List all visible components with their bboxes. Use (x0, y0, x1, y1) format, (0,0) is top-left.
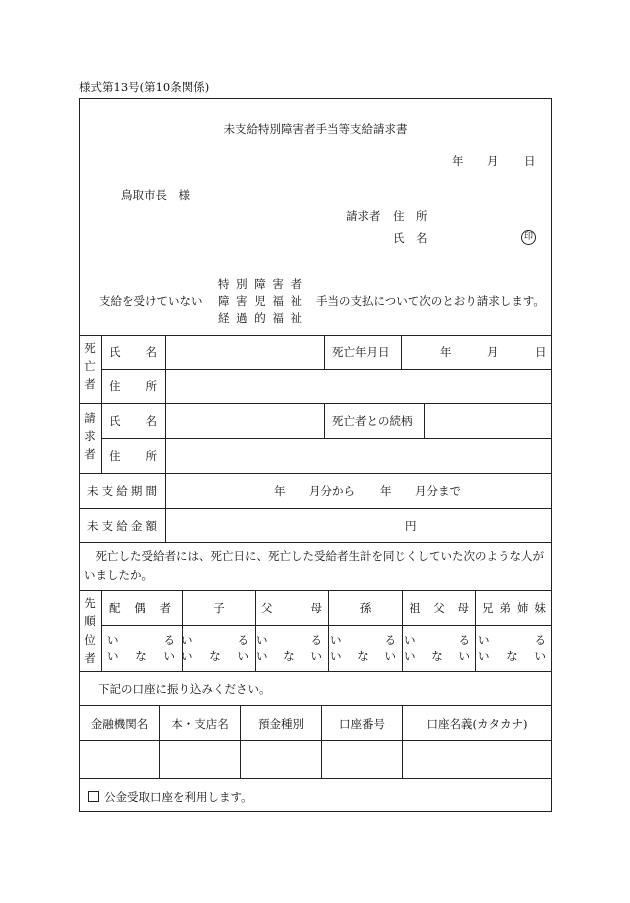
relation-field[interactable] (425, 404, 551, 437)
date-year-label: 年 (452, 154, 464, 168)
priority-group-label: 先 順 位 者 (84, 596, 96, 666)
allowance-type-2: 障 害 児 福 祉 (218, 294, 302, 308)
date-day-label: 日 (524, 154, 536, 168)
deceased-address-label: 住 所 (109, 379, 157, 393)
option-col-siblings[interactable] (478, 632, 546, 664)
death-date-day-unit: 日 (535, 345, 547, 359)
option-col-parents[interactable] (256, 632, 322, 664)
option-col-grandchild[interactable] (330, 632, 396, 664)
unpaid-amount-label: 未 支 給 金 額 (87, 519, 157, 533)
allowance-type-list (218, 276, 302, 327)
unpaid-amount-field[interactable] (166, 509, 551, 541)
death-date-label: 死亡年月日 (332, 345, 390, 359)
claimant-name-field[interactable] (166, 404, 323, 437)
allowance-type-3: 経 過 的 福 祉 (218, 311, 302, 325)
period-from-year-unit: 年 (274, 484, 286, 498)
rule (402, 590, 403, 671)
option-yes[interactable]: い る (107, 633, 175, 647)
claimant-address-field[interactable] (166, 439, 551, 472)
option-no[interactable]: い な い (478, 649, 546, 663)
option-yes[interactable]: い る (478, 633, 546, 647)
rule (324, 403, 325, 438)
option-no[interactable]: い な い (181, 649, 249, 663)
rule (475, 590, 476, 671)
period-to-month-unit: 月分まで (415, 484, 461, 498)
option-yes[interactable]: い る (330, 633, 396, 647)
amount-unit: 円 (405, 519, 417, 533)
addressee: 鳥取市長 様 (121, 188, 190, 202)
option-no[interactable]: い な い (404, 649, 470, 663)
rule (101, 625, 552, 626)
form-title: 未支給特別障害者手当等支給請求書 (223, 122, 408, 136)
rule (324, 335, 325, 369)
public-account-label: 公金受取口座を利用します。 (104, 790, 253, 804)
rule (401, 335, 402, 369)
claimant-name-row-label: 氏 名 (109, 414, 157, 428)
claimant-address-label: 住 所 (393, 209, 428, 223)
rule (79, 542, 552, 543)
seal-mark: 印 (521, 230, 536, 245)
option-no[interactable]: い な い (330, 649, 396, 663)
bank-header-institution: 金融機関名 (90, 717, 149, 731)
bank-header-account-type: 預金種別 (258, 717, 304, 731)
rule (79, 778, 552, 779)
option-col-spouse[interactable] (107, 632, 175, 664)
rule (101, 335, 102, 473)
request-suffix: 手当の支払について次のとおり請求します。 (316, 294, 545, 308)
bank-account-number-field[interactable] (322, 741, 401, 777)
claimant-group-label: 請 求 者 (84, 411, 96, 461)
date-month-label: 月 (487, 154, 499, 168)
bank-account-type-field[interactable] (241, 741, 320, 777)
rule (79, 590, 552, 591)
relation-header-spouse: 配 偶 者 (109, 601, 171, 615)
relation-header-child: 子 (213, 601, 225, 615)
option-yes[interactable]: い る (256, 633, 322, 647)
claimant-address-row-label: 住 所 (109, 449, 157, 463)
relation-header-grandparents: 祖 父 母 (409, 601, 469, 615)
public-account-checkbox[interactable] (88, 791, 99, 802)
bank-header-account-number: 口座番号 (339, 717, 385, 731)
relation-header-siblings: 兄 弟 姉 妹 (482, 601, 546, 615)
claimant-name-label: 氏 名 (393, 231, 428, 245)
option-col-grandparents[interactable] (404, 632, 470, 664)
option-no[interactable]: い な い (256, 649, 322, 663)
option-no[interactable]: い な い (107, 649, 175, 663)
bank-branch-field[interactable] (160, 741, 239, 777)
relation-header-parents: 父 母 (261, 601, 322, 615)
period-from-month-unit: 月分から (309, 484, 355, 498)
option-col-child[interactable] (181, 632, 249, 664)
allowance-type-1: 特 別 障 害 者 (218, 277, 302, 291)
request-prefix: 支給を受けていない (99, 294, 203, 308)
relation-header-grandchild: 孫 (359, 601, 372, 615)
deceased-name-field[interactable] (166, 336, 323, 368)
deceased-group-label: 死 亡 者 (84, 341, 96, 391)
death-date-month-unit: 月 (487, 345, 499, 359)
rule (79, 671, 552, 672)
deceased-address-field[interactable] (166, 370, 551, 402)
death-date-year-unit: 年 (440, 345, 452, 359)
period-to-year-unit: 年 (380, 484, 392, 498)
public-account-option[interactable] (88, 789, 253, 805)
rule (79, 473, 552, 474)
bank-instruction: 下記の口座に振り込みください。 (98, 682, 271, 696)
bank-institution-field[interactable] (80, 741, 158, 777)
bank-header-branch: 本・支店名 (171, 717, 229, 731)
rule (101, 590, 102, 671)
relation-label: 死亡者との続柄 (332, 414, 413, 428)
option-yes[interactable]: い る (404, 633, 470, 647)
deceased-name-label: 氏 名 (109, 345, 157, 359)
bank-header-account-holder: 口座名義(カタカナ) (426, 717, 528, 731)
rule (79, 705, 552, 706)
claimant-label: 請求者 (346, 209, 381, 223)
option-yes[interactable]: い る (181, 633, 249, 647)
bank-account-holder-field[interactable] (403, 741, 551, 777)
form-number: 様式第13号(第10条関係) (79, 80, 210, 94)
survivor-question: 死亡した受給者には、死亡日に、死亡した受給者生計を同じくしていた次のような人がいましたか。 (84, 549, 544, 582)
unpaid-period-label: 未 支 給 期 間 (87, 484, 157, 498)
